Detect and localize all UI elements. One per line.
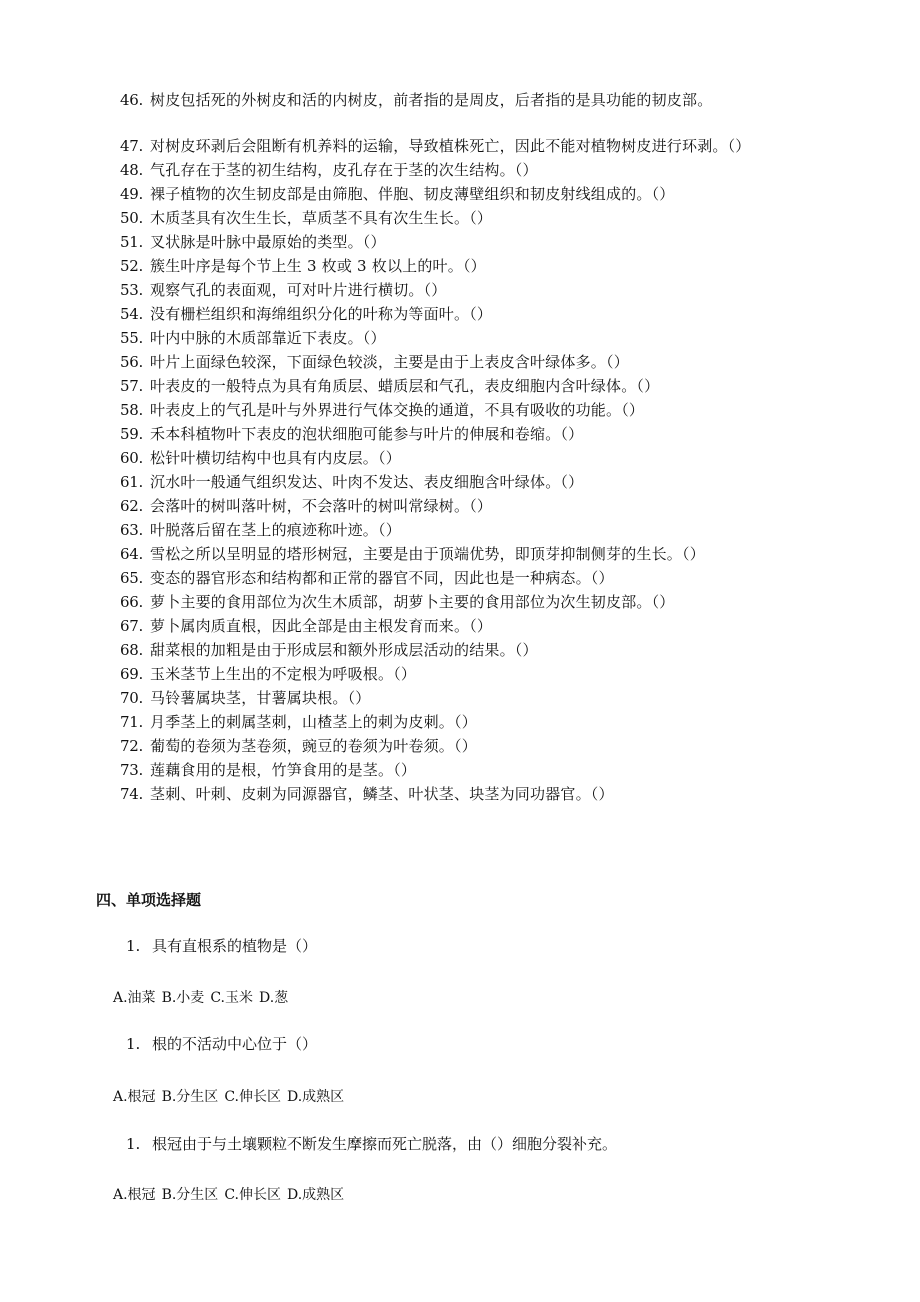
option-b: B.分生区 — [161, 1187, 219, 1203]
question-text: 对树皮环剥后会阻断有机养料的运输，导致植株死亡，因此不能对植物树皮进行环剥。（） — [150, 137, 751, 155]
question-text: 根冠由于与土壤颗粒不断发生摩擦而死亡脱落，由（）细胞分裂补充。 — [152, 1135, 618, 1153]
list-item — [120, 518, 860, 542]
question-text: 木质茎具有次生生长，草质茎不具有次生生长。（） — [150, 209, 493, 227]
question-number: 46. — [120, 91, 143, 109]
question-text: 叉状脉是叶脉中最原始的类型。（） — [150, 233, 386, 251]
option-d: D.成熟区 — [286, 1187, 345, 1203]
question-number: 51. — [120, 233, 143, 251]
question-text: 莲藕食用的是根，竹笋食用的是茎。（） — [150, 761, 417, 779]
list-item — [120, 278, 860, 302]
list-item — [120, 782, 860, 806]
mc-question — [126, 935, 317, 957]
option-d: D.葱 — [258, 990, 289, 1006]
question-text: 气孔存在于茎的初生结构，皮孔存在于茎的次生结构。（） — [150, 161, 538, 179]
question-number: 67. — [120, 617, 143, 635]
list-item — [120, 614, 860, 638]
question-text: 葡萄的卷须为茎卷须，豌豆的卷须为叶卷须。（） — [150, 737, 477, 755]
question-text: 变态的器官形态和结构都和正常的器官不同，因此也是一种病态。（） — [150, 569, 614, 587]
option-c: C.伸长区 — [224, 1089, 281, 1105]
true-false-question-list — [120, 88, 860, 806]
list-item — [120, 686, 860, 710]
question-number: 56. — [120, 353, 143, 371]
question-text: 沉水叶一般通气组织发达、叶肉不发达、表皮细胞含叶绿体。（） — [150, 473, 584, 491]
option-a: A.根冠 — [113, 1187, 156, 1203]
list-item — [120, 374, 860, 398]
list-item — [120, 734, 860, 758]
question-text: 松针叶横切结构中也具有内皮层。（） — [150, 449, 401, 467]
answer-options — [113, 988, 294, 1008]
section-heading: 四、单项选择题 — [96, 891, 202, 909]
question-number: 65. — [120, 569, 143, 587]
question-number: 1. — [126, 937, 141, 955]
question-number: 1. — [126, 1035, 141, 1053]
question-number: 49. — [120, 185, 143, 203]
list-item — [120, 494, 860, 518]
mc-question — [126, 1133, 617, 1155]
list-item — [120, 134, 860, 158]
question-number: 48. — [120, 161, 143, 179]
question-number: 54. — [120, 305, 143, 323]
question-number: 52. — [120, 257, 143, 275]
list-item — [120, 326, 860, 350]
option-a: A.油菜 — [113, 990, 156, 1006]
question-text: 具有直根系的植物是（） — [152, 937, 318, 955]
option-a: A.根冠 — [113, 1089, 156, 1105]
question-text: 马铃薯属块茎，甘薯属块根。（） — [150, 689, 371, 707]
question-number: 62. — [120, 497, 143, 515]
list-item — [120, 446, 860, 470]
question-number: 50. — [120, 209, 143, 227]
list-item — [120, 470, 860, 494]
list-item — [120, 422, 860, 446]
question-number: 68. — [120, 641, 143, 659]
list-item — [120, 158, 860, 182]
option-b: B.分生区 — [161, 1089, 219, 1105]
question-number: 53. — [120, 281, 143, 299]
list-item — [120, 710, 860, 734]
list-item — [120, 230, 860, 254]
answer-options — [113, 1087, 350, 1107]
question-text: 萝卜属肉质直根，因此全部是由主根发育而来。（） — [150, 617, 493, 635]
question-number: 1. — [126, 1135, 141, 1153]
question-text: 簇生叶序是每个节上生 3 枚或 3 枚以上的叶。（） — [150, 257, 486, 275]
question-number: 73. — [120, 761, 143, 779]
question-text: 叶表皮的一般特点为具有角质层、蜡质层和气孔，表皮细胞内含叶绿体。（） — [150, 377, 660, 395]
question-number: 72. — [120, 737, 143, 755]
question-number: 70. — [120, 689, 143, 707]
question-number: 71. — [120, 713, 143, 731]
list-item — [120, 302, 860, 326]
question-text: 树皮包括死的外树皮和活的内树皮，前者指的是周皮，后者指的是具功能的韧皮部。 — [150, 91, 713, 109]
list-item — [120, 758, 860, 782]
question-text: 雪松之所以呈明显的塔形树冠，主要是由于顶端优势，即顶芽抑制侧芽的生长。（） — [150, 545, 705, 563]
question-text: 根的不活动中心位于（） — [152, 1035, 318, 1053]
question-text: 没有栅栏组织和海绵组织分化的叶称为等面叶。（） — [150, 305, 493, 323]
list-item — [120, 398, 860, 422]
question-number: 69. — [120, 665, 143, 683]
question-text: 叶脱落后留在茎上的痕迹称叶迹。（） — [150, 521, 401, 539]
question-text: 叶表皮上的气孔是叶与外界进行气体交换的通道，不具有吸收的功能。（） — [150, 401, 645, 419]
question-number: 60. — [120, 449, 143, 467]
list-item — [120, 206, 860, 230]
question-text: 裸子植物的次生韧皮部是由筛胞、伴胞、韧皮薄壁组织和韧皮射线组成的。（） — [150, 185, 675, 203]
question-number: 63. — [120, 521, 143, 539]
question-number: 55. — [120, 329, 143, 347]
question-text: 观察气孔的表面观，可对叶片进行横切。（） — [150, 281, 447, 299]
question-number: 57. — [120, 377, 143, 395]
question-number: 47. — [120, 137, 143, 155]
option-c: C.伸长区 — [224, 1187, 281, 1203]
list-item — [120, 542, 860, 566]
list-item — [120, 590, 860, 614]
question-text: 叶片上面绿色较深，下面绿色较淡，主要是由于上表皮含叶绿体多。（） — [150, 353, 629, 371]
question-number: 64. — [120, 545, 143, 563]
list-item — [120, 638, 860, 662]
list-item — [120, 566, 860, 590]
question-text: 玉米茎节上生出的不定根为呼吸根。（） — [150, 665, 417, 683]
question-text: 会落叶的树叫落叶树，不会落叶的树叫常绿树。（） — [150, 497, 493, 515]
mc-question — [126, 1033, 317, 1055]
option-b: B.小麦 — [161, 990, 205, 1006]
list-item — [120, 182, 860, 206]
question-number: 59. — [120, 425, 143, 443]
question-text: 禾本科植物叶下表皮的泡状细胞可能参与叶片的伸展和卷缩。（） — [150, 425, 584, 443]
question-text: 月季茎上的刺属茎刺，山楂茎上的刺为皮刺。（） — [150, 713, 477, 731]
option-c: C.玉米 — [210, 990, 253, 1006]
option-d: D.成熟区 — [286, 1089, 345, 1105]
question-text: 叶内中脉的木质部靠近下表皮。（） — [150, 329, 386, 347]
question-text: 甜菜根的加粗是由于形成层和额外形成层活动的结果。（） — [150, 641, 538, 659]
answer-options — [113, 1185, 350, 1205]
question-number: 58. — [120, 401, 143, 419]
question-text: 萝卜主要的食用部位为次生木质部，胡萝卜主要的食用部位为次生韧皮部。（） — [150, 593, 675, 611]
list-item — [120, 350, 860, 374]
question-number: 61. — [120, 473, 143, 491]
list-item — [120, 254, 860, 278]
list-item — [120, 88, 860, 112]
question-text: 茎刺、叶刺、皮刺为同源器官，鳞茎、叶状茎、块茎为同功器官。（） — [150, 785, 614, 803]
question-number: 66. — [120, 593, 143, 611]
question-number: 74. — [120, 785, 143, 803]
list-item — [120, 662, 860, 686]
